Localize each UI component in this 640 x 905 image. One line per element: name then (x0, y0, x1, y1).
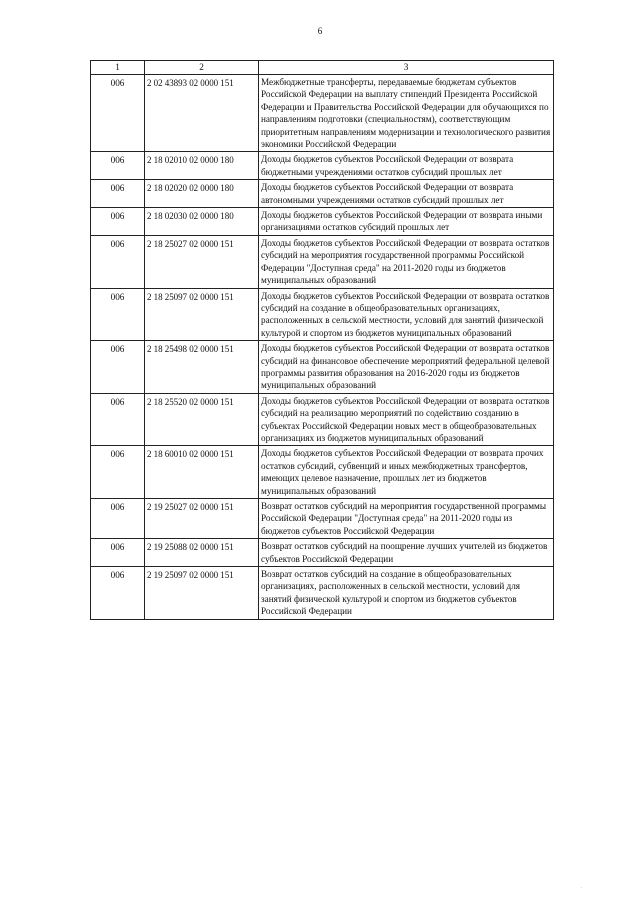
admin-code-cell: 006 (91, 499, 145, 539)
admin-code-cell: 006 (91, 152, 145, 180)
revenue-name-cell: Доходы бюджетов субъектов Российской Федерации от возврата остатков субсидий на финансовое обеспечение мероприятий федеральной целевой программы развития образования на 2016-2020 годы из бюджетов муниципальных образований (259, 341, 554, 394)
table-row (91, 499, 554, 539)
revenue-name-cell: Доходы бюджетов субъектов Российской Федерации от возврата автономными учреждениями остатков субсидий прошлых лет (259, 180, 554, 208)
table-body (91, 75, 554, 620)
budget-classification-table (90, 60, 554, 620)
budget-code-cell: 2 02 43893 02 0000 151 (145, 75, 259, 152)
page-number: 6 (317, 26, 323, 36)
table-row (91, 567, 554, 620)
budget-code-cell: 2 18 25498 02 0000 151 (145, 341, 259, 394)
table-row (91, 235, 554, 288)
admin-code-cell: 006 (91, 180, 145, 208)
admin-code-cell: 006 (91, 539, 145, 567)
table-row (91, 446, 554, 499)
budget-code-cell: 2 18 60010 02 0000 151 (145, 446, 259, 499)
budget-code-cell: 2 19 25097 02 0000 151 (145, 567, 259, 620)
table-row (91, 539, 554, 567)
budget-code-cell: 2 18 25520 02 0000 151 (145, 393, 259, 446)
revenue-name-cell: Возврат остатков субсидий на поощрение лучших учителей из бюджетов субъектов Российской Федерации (259, 539, 554, 567)
table-row (91, 288, 554, 341)
header-row (91, 61, 554, 75)
revenue-name-cell: Доходы бюджетов субъектов Российской Федерации от возврата бюджетными учреждениями остатков субсидий прошлых лет (259, 152, 554, 180)
table-header (91, 61, 554, 75)
revenue-name-cell: Доходы бюджетов субъектов Российской Федерации от возврата остатков субсидий на мероприятия государственной программы Российской Федерации "Доступная среда" на 2011-2020 годы из бюджетов муниципальных образований (259, 235, 554, 288)
revenue-name-cell: Доходы бюджетов субъектов Российской Федерации от возврата остатков субсидий на создание в общеобразовательных организациях, расположенных в сельской местности, условий для занятий физической культурой и спортом из бюджетов муниципальных образований (259, 288, 554, 341)
revenue-name-cell: Доходы бюджетов субъектов Российской Федерации от возврата остатков субсидий на реализацию мероприятий по содействию созданию в субъектах Российской Федерации новых мест в общеобразовательных организациях из бюджетов муниципальных образований (259, 393, 554, 446)
budget-code-cell: 2 18 25027 02 0000 151 (145, 235, 259, 288)
table-row (91, 393, 554, 446)
revenue-name-cell: Доходы бюджетов субъектов Российской Федерации от возврата прочих остатков субсидий, субвенций и иных межбюджетных трансфертов, имеющих целевое назначение, прошлых лет из бюджетов муниципальных образований (259, 446, 554, 499)
budget-code-cell: 2 19 25088 02 0000 151 (145, 539, 259, 567)
admin-code-cell: 006 (91, 235, 145, 288)
admin-code-cell: 006 (91, 567, 145, 620)
table-row (91, 152, 554, 180)
admin-code-cell: 006 (91, 446, 145, 499)
column-header-1: 1 (91, 61, 145, 75)
budget-code-cell: 2 18 02020 02 0000 180 (145, 180, 259, 208)
table-row (91, 341, 554, 394)
column-header-3: 3 (259, 61, 554, 75)
revenue-name-cell: Межбюджетные трансферты, передаваемые бюджетам субъектов Российской Федерации на выплату стипендий Президента Российской Федерации и Правительства Российской Федерации для обучающихся по направлениям подготовки (специальностям), соответствующим приоритетным направлениям модернизации и технологического развития экономики Российской Федерации (259, 75, 554, 152)
admin-code-cell: 006 (91, 288, 145, 341)
revenue-name-cell: Возврат остатков субсидий на мероприятия государственной программы Российской Федерации "Доступная среда" на 2011-2020 годы из бюджетов субъектов Российской Федерации (259, 499, 554, 539)
table-row (91, 75, 554, 152)
budget-code-cell: 2 18 25097 02 0000 151 (145, 288, 259, 341)
budget-code-cell: 2 18 02030 02 0000 180 (145, 208, 259, 236)
column-header-2: 2 (145, 61, 259, 75)
admin-code-cell: 006 (91, 393, 145, 446)
admin-code-cell: 006 (91, 341, 145, 394)
scan-mark: · (580, 886, 582, 891)
table-row (91, 208, 554, 236)
budget-code-cell: 2 18 02010 02 0000 180 (145, 152, 259, 180)
revenue-name-cell: Доходы бюджетов субъектов Российской Федерации от возврата иными организациями остатков субсидий прошлых лет (259, 208, 554, 236)
revenue-name-cell: Возврат остатков субсидий на создание в общеобразовательных организациях, расположенных в сельской местности, условий для занятий физической культурой и спортом из бюджетов субъектов Российской Федерации (259, 567, 554, 620)
admin-code-cell: 006 (91, 208, 145, 236)
table-row (91, 180, 554, 208)
budget-code-cell: 2 19 25027 02 0000 151 (145, 499, 259, 539)
admin-code-cell: 006 (91, 75, 145, 152)
